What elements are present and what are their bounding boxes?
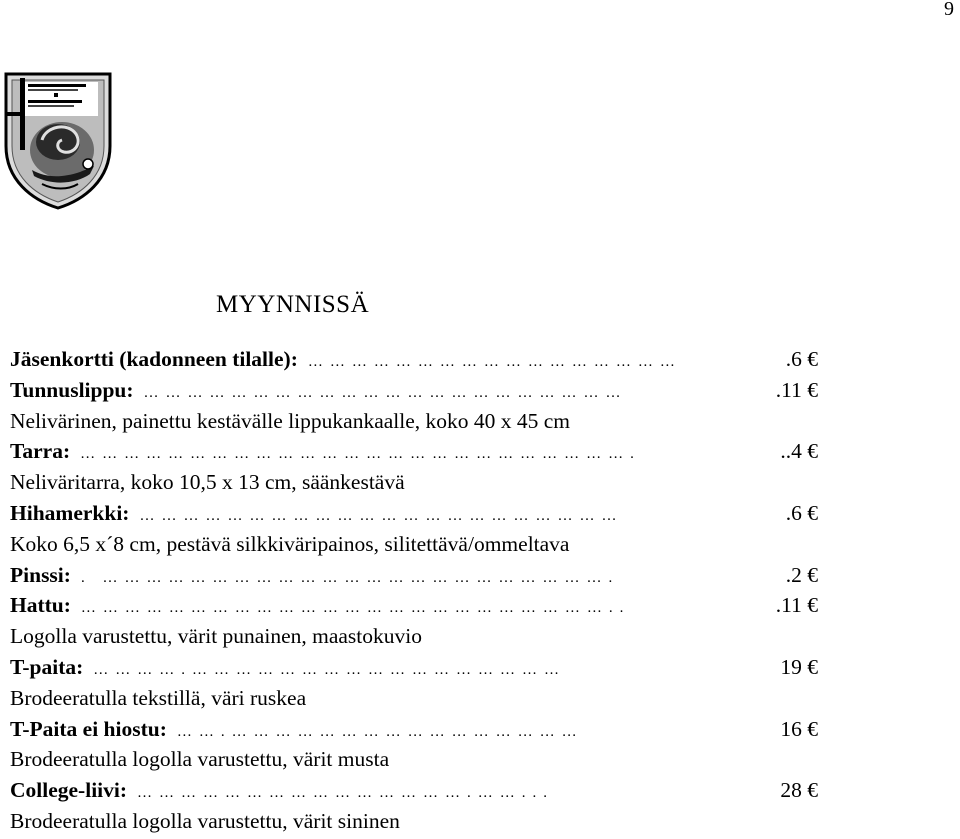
item-label: T-paita: <box>10 654 84 679</box>
leader-dots: ……………………………………………………………….. <box>80 600 631 617</box>
section-heading: MYYNNISSÄ <box>216 291 370 318</box>
item-description: Neliväritarra, koko 10,5 x 13 cm, säänkestävä <box>10 470 405 495</box>
item-label: College-liivi: <box>10 778 128 803</box>
item-label: Hattu: <box>10 593 71 618</box>
item-row-tarra <box>10 436 818 467</box>
item-description: Brodeeratulla logolla varustettu, värit sininen <box>10 808 400 833</box>
leader-dots: . ……………………………………………………………. <box>80 569 620 586</box>
leader-dots: ………………………………………………………… <box>143 384 628 401</box>
item-label: Tarra: <box>10 439 71 464</box>
item-row-hattu <box>10 590 818 621</box>
leader-dots: ……………………………………….……... <box>137 785 555 802</box>
item-label: T-Paita ei hiostu: <box>10 716 167 741</box>
item-price: ..4 € <box>780 439 818 464</box>
item-label: Pinssi: <box>10 562 71 587</box>
item-price: .2 € <box>785 562 818 587</box>
page-number: 9 <box>944 0 954 20</box>
item-row-tunnuslippu <box>10 375 818 406</box>
leader-dots: ………………………………………………………… <box>139 507 624 524</box>
item-row-t-paita <box>10 652 818 683</box>
item-description: Logolla varustettu, värit punainen, maastokuvio <box>10 624 422 649</box>
item-description: Koko 6,5 x´8 cm, pestävä silkkiväripainos, silitettävä/ommeltava <box>10 531 570 556</box>
association-shield-logo-icon <box>2 72 114 210</box>
item-price: 16 € <box>780 716 818 741</box>
item-price: .6 € <box>785 347 818 371</box>
sales-item-list <box>10 344 950 837</box>
item-description: Brodeeratulla logolla varustettu, värit musta <box>10 747 390 772</box>
item-label: Jäsenkortti (kadonneen tilalle): <box>10 347 298 371</box>
leader-dots: …….………………………………………… <box>176 723 584 740</box>
item-label: Tunnuslippu: <box>10 377 134 402</box>
item-row-college-liivi <box>10 775 818 806</box>
item-price: .11 € <box>775 377 818 402</box>
item-price: 28 € <box>780 778 818 803</box>
item-row-t-paita-ei-hiostu <box>10 714 818 745</box>
item-row-hihamerkki <box>10 498 818 529</box>
item-price: .6 € <box>785 500 818 525</box>
leader-dots: ………….…………………………………………… <box>93 661 567 678</box>
item-row-jasenkortti <box>10 344 818 375</box>
item-row-pinssi <box>10 560 818 591</box>
item-price: 19 € <box>780 654 818 679</box>
leader-dots: …………………………………………………………………. <box>80 446 641 463</box>
item-description: Brodeeratulla tekstillä, väri ruskea <box>10 685 307 710</box>
item-description: Nelivärinen, painettu kestävälle lippukankaalle, koko 40 x 45 cm <box>10 408 571 433</box>
item-label: Hihamerkki: <box>10 500 130 525</box>
leader-dots: …………………………………………… <box>307 354 682 370</box>
item-price: .11 € <box>775 593 818 618</box>
